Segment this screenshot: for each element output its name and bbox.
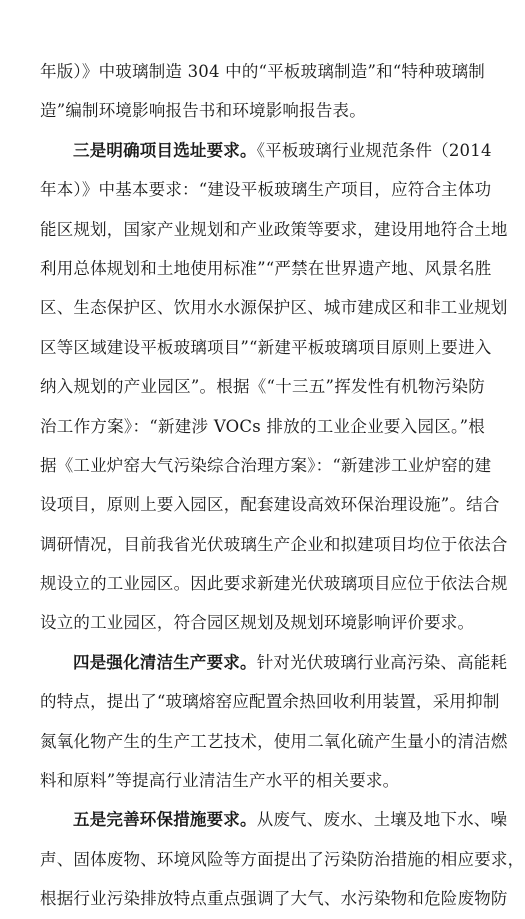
text-line: 料和原料”等提高行业清洁生产水平的相关要求。 <box>40 771 400 791</box>
text-line: 氮氧化物产生的生产工艺技术，使用二氧化硫产生量小的清洁燃 <box>40 731 508 751</box>
text-line: 设项目，原则上要入园区，配套建设高效环保治理设施”。结合 <box>40 495 500 515</box>
text-line: 根据行业污染排放特点重点强调了大气、水污染物和危险废物防 <box>40 889 508 909</box>
text-line: 区等区域建设平板玻璃项目”“新建平板玻璃项目原则上要进入 <box>40 337 492 357</box>
text-line: 区、生态保护区、饮用水水源保护区、城市建成区和非工业规划 <box>40 298 508 318</box>
text-line: 纳入规划的产业园区”。根据《“十三五”挥发性有机物污染防 <box>40 377 485 397</box>
text-line: 年版）》中玻璃制造 304 中的“平板玻璃制造”和“特种玻璃制 <box>40 62 485 81</box>
paragraph-start: 四是强化清洁生产要求。针对光伏玻璃行业高污染、高能耗 <box>73 652 508 672</box>
paragraph-start: 三是明确项目选址要求。《平板玻璃行业规范条件（2014 <box>73 140 492 160</box>
paragraph-start: 五是完善环保措施要求。从废气、废水、土壤及地下水、噪 <box>73 810 508 830</box>
document-body <box>40 52 525 919</box>
text-line: 年本）》中基本要求：“建设平板玻璃生产项目，应符合主体功 <box>40 180 492 200</box>
section-heading: 三是明确项目选址要求。 <box>73 140 257 160</box>
section-heading: 四是强化清洁生产要求。 <box>73 652 257 672</box>
text-line: 设立的工业园区，符合园区规划及规划环境影响评价要求。 <box>40 613 475 633</box>
text-line: 造”编制环境影响报告书和环境影响报告表。 <box>40 101 366 121</box>
text-line: 治工作方案》：“新建涉 VOCs 排放的工业企业要入园区。”根 <box>40 416 485 436</box>
text-line: 据《工业炉窑大气污染综合治理方案》：“新建涉工业炉窑的建 <box>40 455 492 475</box>
text-line: 利用总体规划和土地使用标准”“严禁在世界遗产地、风景名胜 <box>40 258 492 278</box>
text-line: 能区规划，国家产业规划和产业政策等要求，建设用地符合土地 <box>40 219 508 239</box>
text-line: 的特点，提出了“玻璃熔窑应配置余热回收利用装置，采用抑制 <box>40 692 500 712</box>
text-line: 声、固体废物、环境风险等方面提出了污染防治措施的相应要求， <box>40 849 525 869</box>
section-heading: 五是完善环保措施要求。 <box>73 810 257 830</box>
text-line: 调研情况，目前我省光伏玻璃生产企业和拟建项目均位于依法合 <box>40 534 508 554</box>
text-line: 规设立的工业园区。因此要求新建光伏玻璃项目应位于依法合规 <box>40 574 508 594</box>
